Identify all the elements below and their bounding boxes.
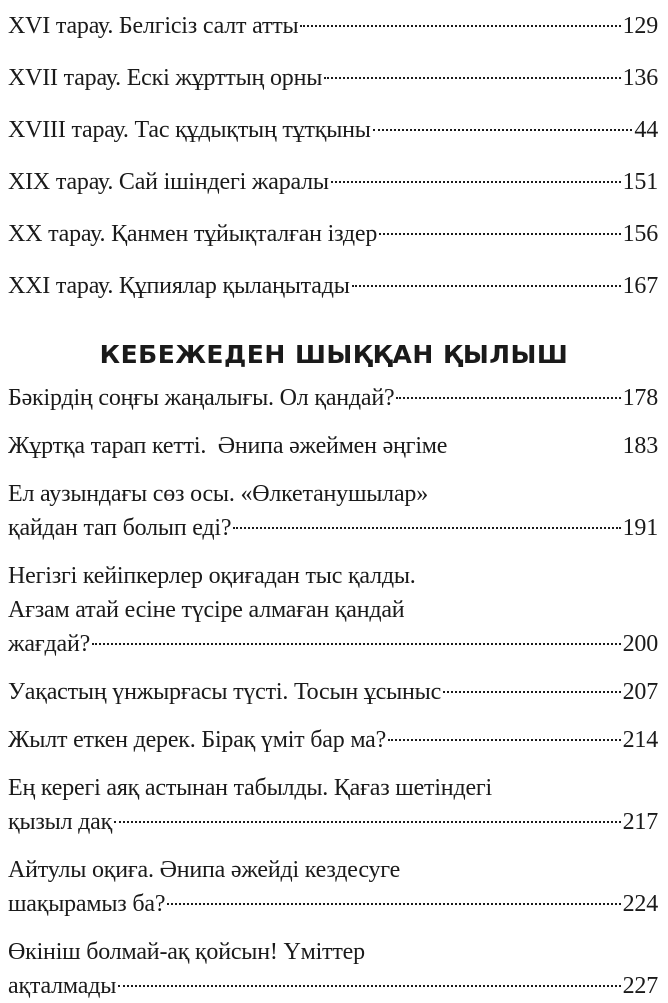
toc-entry-page: 217 [622,809,658,835]
toc-entry[interactable] [8,853,658,921]
toc-entry-page: 167 [622,273,658,299]
section-entry-list [8,381,658,1003]
toc-entry-chapter-20[interactable] [8,217,658,251]
toc-entry-title: Бәкірдің соңғы жаңалығы. Ол қандай? [8,385,395,411]
toc-entry-title: XVI тарау. Белгісіз салт атты [8,13,299,39]
dot-leader [324,77,620,79]
toc-entry-chapter-19[interactable] [8,165,658,199]
dot-leader [396,397,620,399]
toc-entry-title-line: қызыл дақ [8,809,113,835]
chapter-list [8,9,658,303]
toc-entry-chapter-18[interactable] [8,113,658,147]
toc-entry-page: 183 [622,433,658,459]
toc-entry[interactable] [8,935,658,1003]
dot-leader [233,527,620,529]
toc-entry-page: 129 [622,13,658,39]
toc-entry-page: 156 [622,221,658,247]
toc-entry-title-line: Ел аузындағы сөз осы. «Өлкетанушылар» [8,481,428,507]
dot-leader [92,643,621,645]
toc-entry[interactable] [8,723,658,757]
toc-entry-chapter-21[interactable] [8,269,658,303]
toc-entry-title: Жылт еткен дерек. Бірақ үміт бар ма? [8,727,387,753]
toc-entry-title-line: Өкініш болмай-ақ қойсын! Үміттер [8,939,365,965]
dot-leader [449,445,620,447]
dot-leader [167,903,620,905]
toc-entry[interactable] [8,771,658,839]
toc-entry-title-line: Ағзам атай есіне түсіре алмаған қандай [8,597,405,623]
toc-entry-title-line: Айтулы оқиға. Әнипа әжейді кездесуге [8,857,401,883]
toc-entry-page: 200 [622,631,658,657]
dot-leader [443,691,621,693]
toc-entry-title-line: Негізгі кейіпкерлер оқиғадан тыс қалды. [8,563,416,589]
dot-leader [379,233,620,235]
toc-entry[interactable] [8,559,658,661]
toc-entry-page: 207 [622,679,658,705]
toc-entry-page: 224 [622,891,658,917]
dot-leader [300,25,620,27]
toc-entry-title-line: жағдай? [8,631,91,657]
toc-entry-title: XX тарау. Қанмен тұйықталған іздер [8,221,378,247]
toc-entry-title-line: шақырамыз ба? [8,891,166,917]
dot-leader [352,285,621,287]
dot-leader [373,129,633,131]
toc-entry-title: XIX тарау. Сай ішіндегі жаралы [8,169,329,195]
section-heading: КЕБЕЖЕДЕН ШЫҚҚАН ҚЫЛЫШ [99,340,569,369]
toc-entry-title: XVIII тарау. Тас құдықтың тұтқыны [8,117,371,143]
toc-entry-page: 191 [622,515,658,541]
toc-entry-page: 151 [622,169,658,195]
toc-entry[interactable] [8,675,658,709]
dot-leader [118,985,620,987]
toc-entry-title-line: қайдан тап болып еді? [8,515,232,541]
toc-entry-title: XXI тарау. Құпиялар қылаңытады [8,273,350,299]
toc-entry-title: Уақастың үнжырғасы түсті. Тосын ұсыныс [8,679,442,705]
toc-entry[interactable] [8,477,658,545]
toc-entry-title-line: Ең керегі аяқ астынан табылды. Қағаз шетіндегі [8,775,493,801]
dot-leader [331,181,621,183]
dot-leader [388,739,621,741]
toc-entry-page: 227 [622,973,658,999]
toc-entry[interactable] [8,429,658,463]
toc-entry[interactable] [8,381,658,415]
toc-entry-page: 44 [634,117,658,143]
toc-entry-title: Жұртқа тарап кетті. Әнипа әжеймен әңгіме [8,433,448,459]
toc-entry-page: 214 [622,727,658,753]
toc-entry-page: 136 [622,65,658,91]
toc-entry-chapter-17[interactable] [8,61,658,95]
dot-leader [114,821,621,823]
toc-entry-chapter-16[interactable] [8,9,658,43]
toc-entry-title-line: ақталмады [8,973,117,999]
toc-entry-title: XVII тарау. Ескі жұрттың орны [8,65,323,91]
toc-entry-page: 178 [622,385,658,411]
